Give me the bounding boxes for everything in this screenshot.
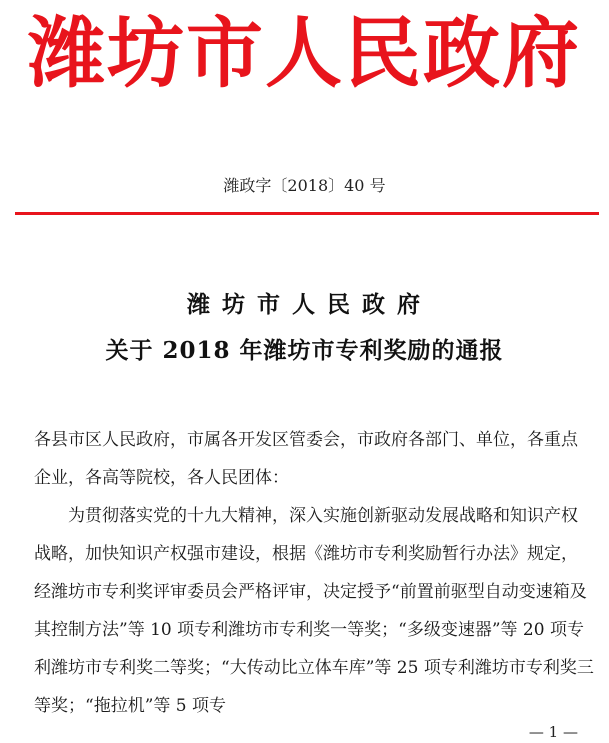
title-line-1: 潍 坊 市 人 民 政 府 [186,291,423,318]
page-number: — 1 — [528,723,578,741]
issuer-masthead: 潍坊市人民政府 [28,9,581,99]
document-number: 潍政字〔2018〕40 号 [223,176,386,195]
red-divider-line [15,212,599,215]
salutation-paragraph: 各县市区人民政府，市属各开发区管委会，市政府各部门、单位，各重点企业，各高等院校，各人民团体： [34,430,578,488]
title-line-2: 关于 2018 年潍坊市专利奖励的通报 [105,337,504,364]
body-paragraph: 为贯彻落实党的十九大精神，深入实施创新驱动发展战略和知识产权战略，加快知识产权强市建设，根据《潍坊市专利奖励暂行办法》规定，经潍坊市专利奖评审委员会严格评审，决定授予“前置前驱型自动变速箱及其控制方法”等 10 项专利潍坊市专利奖一等奖；“多级变速器”等 20 项专利潍坊市专利奖二等奖；“大传动比立体车库”等 25 项专利潍坊市专利奖三等奖；“拖拉机”等 5 项专 [34,506,594,716]
